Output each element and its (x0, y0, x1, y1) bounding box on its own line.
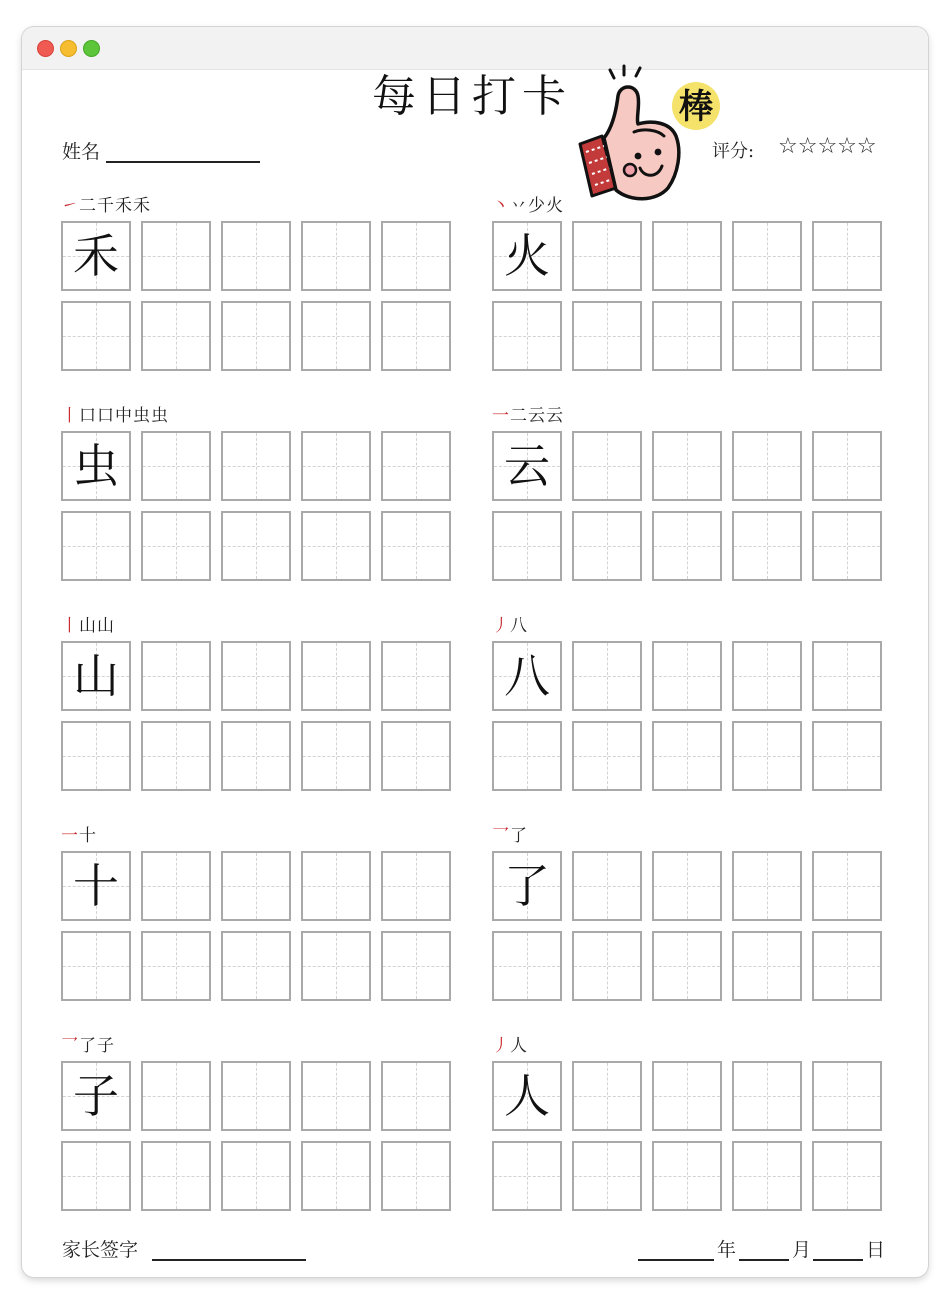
day-label: 日 (866, 1239, 886, 1261)
grid-guide-horizontal (143, 336, 209, 337)
grid-guide-horizontal (303, 256, 369, 257)
grid-guide-horizontal (574, 336, 640, 337)
stroke-step: 乛 (61, 1036, 79, 1056)
rating-stars[interactable]: ☆☆☆☆☆ (778, 134, 877, 159)
writing-cell[interactable] (652, 721, 722, 791)
grid-guide-horizontal (143, 546, 209, 547)
writing-cell[interactable] (381, 301, 451, 371)
grid-guide-horizontal (814, 546, 880, 547)
grid-guide-horizontal (814, 966, 880, 967)
model-character-cell[interactable] (61, 851, 131, 921)
grid-guide-horizontal (383, 336, 449, 337)
writing-cell[interactable] (572, 1141, 642, 1211)
grid-guide-horizontal (383, 1096, 449, 1097)
grid-guide-horizontal (734, 336, 800, 337)
grid-guide-horizontal (303, 466, 369, 467)
writing-cell[interactable] (141, 511, 211, 581)
stroke-step: 乛 (492, 826, 510, 846)
grid-guide-horizontal (383, 886, 449, 887)
grid-guide-horizontal (574, 256, 640, 257)
writing-cell[interactable] (141, 431, 211, 501)
writing-cell[interactable] (301, 931, 371, 1001)
month-label: 月 (792, 1239, 812, 1261)
stroke-step: 云 (528, 406, 546, 426)
writing-cell[interactable] (732, 931, 802, 1001)
sticker-text: 棒 (679, 87, 713, 127)
stroke-order (492, 191, 564, 216)
grid-guide-horizontal (734, 1096, 800, 1097)
model-character: 云 (504, 439, 550, 493)
grid-guide-horizontal (303, 336, 369, 337)
stroke-step: 一 (492, 406, 510, 426)
stroke-step: ㇀ (61, 196, 79, 216)
grid-guide-horizontal (383, 966, 449, 967)
writing-cell[interactable] (732, 1141, 802, 1211)
stroke-step: 二 (79, 196, 97, 216)
stroke-step: 禾 (115, 196, 133, 216)
writing-cell[interactable] (492, 301, 562, 371)
writing-cell[interactable] (301, 1061, 371, 1131)
stroke-order (61, 191, 151, 216)
stroke-order (61, 821, 97, 846)
grid-guide-horizontal (654, 1176, 720, 1177)
grid-guide-horizontal (223, 756, 289, 757)
grid-guide-horizontal (734, 256, 800, 257)
thumbs-up-sticker-icon (572, 62, 732, 207)
writing-cell[interactable] (301, 851, 371, 921)
stroke-step: 一 (61, 826, 79, 846)
grid-guide-horizontal (303, 756, 369, 757)
parent-signature-field[interactable] (152, 1259, 306, 1261)
writing-cell[interactable] (732, 721, 802, 791)
writing-cell[interactable] (572, 851, 642, 921)
day-field[interactable] (813, 1259, 863, 1261)
writing-cell[interactable] (812, 641, 882, 711)
model-character: 八 (504, 649, 550, 703)
model-character-cell[interactable] (61, 221, 131, 291)
grid-guide-horizontal (574, 676, 640, 677)
stroke-order (492, 611, 528, 636)
writing-cell[interactable] (492, 721, 562, 791)
grid-guide-horizontal (494, 756, 560, 757)
stroke-step: 少 (528, 196, 546, 216)
grid-guide-horizontal (654, 336, 720, 337)
grid-guide-horizontal (223, 966, 289, 967)
stroke-step: 虫 (151, 406, 169, 426)
writing-cell[interactable] (141, 721, 211, 791)
grid-guide-horizontal (814, 756, 880, 757)
grid-guide-horizontal (303, 966, 369, 967)
grid-guide-horizontal (654, 1096, 720, 1097)
grid-guide-horizontal (143, 886, 209, 887)
stroke-step: 虫 (133, 406, 151, 426)
grid-guide-horizontal (494, 1176, 560, 1177)
writing-cell[interactable] (381, 511, 451, 581)
writing-cell[interactable] (301, 431, 371, 501)
writing-cell[interactable] (141, 221, 211, 291)
page-title: 每日打卡 (372, 71, 572, 122)
writing-cell[interactable] (812, 301, 882, 371)
grid-guide-horizontal (383, 546, 449, 547)
grid-guide-horizontal (223, 336, 289, 337)
grid-guide-horizontal (223, 466, 289, 467)
grid-guide-horizontal (814, 676, 880, 677)
stroke-order (61, 1031, 115, 1056)
grid-guide-horizontal (223, 256, 289, 257)
stroke-step: 禾 (133, 196, 151, 216)
writing-cell[interactable] (301, 641, 371, 711)
stroke-step: 子 (97, 1036, 115, 1056)
writing-cell[interactable] (221, 1061, 291, 1131)
writing-cell[interactable] (652, 511, 722, 581)
stroke-order (492, 821, 528, 846)
grid-guide-horizontal (63, 546, 129, 547)
grid-guide-horizontal (654, 966, 720, 967)
stroke-step: 丿 (492, 1036, 510, 1056)
grid-guide-horizontal (814, 1176, 880, 1177)
grid-guide-horizontal (734, 966, 800, 967)
grid-guide-horizontal (654, 256, 720, 257)
stroke-step: 丶 (492, 196, 510, 216)
grid-guide-horizontal (574, 1096, 640, 1097)
writing-cell[interactable] (301, 721, 371, 791)
writing-cell[interactable] (301, 1141, 371, 1211)
writing-cell[interactable] (221, 511, 291, 581)
grid-guide-horizontal (383, 1176, 449, 1177)
score-label: 评分: (712, 141, 755, 162)
model-character: 火 (504, 229, 550, 283)
stroke-step: 丿 (492, 616, 510, 636)
writing-cell[interactable] (572, 931, 642, 1001)
writing-cell[interactable] (492, 931, 562, 1001)
grid-guide-horizontal (383, 466, 449, 467)
maximize-window-icon[interactable] (83, 40, 100, 57)
grid-guide-horizontal (814, 886, 880, 887)
model-character: 子 (73, 1069, 119, 1123)
grid-guide-horizontal (494, 546, 560, 547)
stroke-step: 人 (510, 1036, 528, 1056)
writing-cell[interactable] (221, 301, 291, 371)
grid-guide-horizontal (814, 466, 880, 467)
grid-guide-horizontal (734, 756, 800, 757)
grid-guide-horizontal (574, 546, 640, 547)
writing-cell[interactable] (221, 851, 291, 921)
writing-cell[interactable] (652, 431, 722, 501)
grid-guide-horizontal (143, 676, 209, 677)
model-character-cell[interactable] (61, 431, 131, 501)
writing-cell[interactable] (812, 1141, 882, 1211)
grid-guide-horizontal (383, 256, 449, 257)
grid-guide-horizontal (654, 756, 720, 757)
stroke-step: 千 (97, 196, 115, 216)
grid-guide-horizontal (574, 1176, 640, 1177)
stroke-step: 云 (546, 406, 564, 426)
grid-guide-horizontal (734, 676, 800, 677)
stroke-step: 山 (79, 616, 97, 636)
grid-guide-horizontal (143, 466, 209, 467)
writing-cell[interactable] (141, 1061, 211, 1131)
writing-cell[interactable] (301, 301, 371, 371)
writing-cell[interactable] (301, 511, 371, 581)
grid-guide-horizontal (63, 1176, 129, 1177)
stroke-step: 口 (79, 406, 97, 426)
writing-cell[interactable] (141, 931, 211, 1001)
stroke-order (492, 1031, 528, 1056)
writing-cell[interactable] (61, 1141, 131, 1211)
writing-cell[interactable] (141, 641, 211, 711)
grid-guide-horizontal (654, 676, 720, 677)
model-character: 山 (73, 649, 119, 703)
writing-cell[interactable] (221, 931, 291, 1001)
writing-cell[interactable] (812, 511, 882, 581)
grid-guide-horizontal (223, 1176, 289, 1177)
grid-guide-horizontal (143, 756, 209, 757)
writing-cell[interactable] (732, 851, 802, 921)
grid-guide-horizontal (223, 546, 289, 547)
grid-guide-horizontal (63, 756, 129, 757)
grid-guide-horizontal (303, 546, 369, 547)
grid-guide-horizontal (574, 756, 640, 757)
grid-guide-horizontal (303, 886, 369, 887)
grid-guide-horizontal (223, 676, 289, 677)
stroke-order (492, 401, 564, 426)
grid-guide-horizontal (654, 546, 720, 547)
writing-cell[interactable] (732, 1061, 802, 1131)
grid-guide-horizontal (383, 756, 449, 757)
grid-guide-horizontal (63, 336, 129, 337)
grid-guide-horizontal (303, 1096, 369, 1097)
grid-guide-horizontal (574, 886, 640, 887)
writing-cell[interactable] (492, 511, 562, 581)
writing-cell[interactable] (221, 721, 291, 791)
model-character: 十 (73, 859, 119, 913)
writing-cell[interactable] (381, 851, 451, 921)
writing-cell[interactable] (61, 511, 131, 581)
writing-cell[interactable] (381, 1061, 451, 1131)
grid-guide-horizontal (143, 966, 209, 967)
stroke-step: 丷 (510, 196, 528, 216)
parent-signature-label: 家长签字 (62, 1239, 139, 1261)
writing-cell[interactable] (732, 431, 802, 501)
grid-guide-horizontal (654, 886, 720, 887)
stroke-step: 十 (79, 826, 97, 846)
writing-cell[interactable] (812, 1061, 882, 1131)
stroke-step: 二 (510, 406, 528, 426)
writing-cell[interactable] (572, 431, 642, 501)
writing-cell[interactable] (732, 641, 802, 711)
stroke-step: 了 (510, 826, 528, 846)
writing-cell[interactable] (812, 431, 882, 501)
model-character-cell[interactable] (492, 851, 562, 921)
writing-cell[interactable] (301, 221, 371, 291)
month-field[interactable] (739, 1259, 789, 1261)
name-label: 姓名 (62, 141, 101, 163)
model-character: 虫 (73, 439, 119, 493)
year-label: 年 (717, 1239, 737, 1261)
writing-cell[interactable] (141, 851, 211, 921)
stroke-step: 了 (79, 1036, 97, 1056)
grid-guide-horizontal (574, 466, 640, 467)
writing-cell[interactable] (572, 721, 642, 791)
writing-cell[interactable] (652, 221, 722, 291)
grid-guide-horizontal (63, 966, 129, 967)
model-character: 禾 (73, 229, 119, 283)
writing-cell[interactable] (381, 721, 451, 791)
writing-cell[interactable] (572, 1061, 642, 1131)
grid-guide-horizontal (574, 966, 640, 967)
writing-cell[interactable] (221, 431, 291, 501)
writing-cell[interactable] (381, 931, 451, 1001)
writing-cell[interactable] (381, 641, 451, 711)
writing-cell[interactable] (812, 721, 882, 791)
year-field[interactable] (638, 1259, 714, 1261)
writing-cell[interactable] (572, 301, 642, 371)
grid-guide-horizontal (494, 336, 560, 337)
model-character-cell[interactable] (492, 431, 562, 501)
model-character-cell[interactable] (61, 641, 131, 711)
stroke-step: 火 (546, 196, 564, 216)
grid-guide-horizontal (303, 676, 369, 677)
stroke-step: 八 (510, 616, 528, 636)
grid-guide-horizontal (734, 886, 800, 887)
model-character: 人 (504, 1069, 550, 1123)
writing-cell[interactable] (652, 301, 722, 371)
grid-guide-horizontal (223, 1096, 289, 1097)
stroke-step: 口 (97, 406, 115, 426)
writing-cell[interactable] (61, 931, 131, 1001)
writing-cell[interactable] (141, 1141, 211, 1211)
writing-cell[interactable] (381, 221, 451, 291)
grid-guide-horizontal (303, 1176, 369, 1177)
writing-cell[interactable] (141, 301, 211, 371)
grid-guide-horizontal (143, 1176, 209, 1177)
grid-guide-horizontal (814, 336, 880, 337)
grid-guide-horizontal (223, 886, 289, 887)
grid-guide-horizontal (143, 256, 209, 257)
stroke-step: 山 (97, 616, 115, 636)
grid-guide-horizontal (383, 676, 449, 677)
writing-cell[interactable] (572, 641, 642, 711)
grid-guide-horizontal (494, 966, 560, 967)
model-character-cell[interactable] (492, 1061, 562, 1131)
writing-cell[interactable] (61, 301, 131, 371)
writing-cell[interactable] (812, 851, 882, 921)
writing-cell[interactable] (572, 221, 642, 291)
writing-cell[interactable] (812, 221, 882, 291)
writing-cell[interactable] (221, 221, 291, 291)
name-field-line[interactable] (106, 161, 260, 163)
stroke-step: 丨 (61, 616, 79, 636)
writing-cell[interactable] (492, 1141, 562, 1211)
stroke-step: 丨 (61, 406, 79, 426)
model-character-cell[interactable] (492, 641, 562, 711)
grid-guide-horizontal (814, 256, 880, 257)
writing-cell[interactable] (652, 641, 722, 711)
writing-cell[interactable] (732, 221, 802, 291)
grid-guide-horizontal (734, 546, 800, 547)
writing-cell[interactable] (732, 301, 802, 371)
stroke-order (61, 611, 115, 636)
writing-cell[interactable] (652, 1061, 722, 1131)
writing-cell[interactable] (381, 1141, 451, 1211)
writing-cell[interactable] (221, 1141, 291, 1211)
writing-cell[interactable] (652, 1141, 722, 1211)
grid-guide-horizontal (734, 1176, 800, 1177)
writing-cell[interactable] (652, 851, 722, 921)
writing-cell[interactable] (381, 431, 451, 501)
grid-guide-horizontal (143, 1096, 209, 1097)
model-character-cell[interactable] (492, 221, 562, 291)
writing-cell[interactable] (812, 931, 882, 1001)
stroke-order (61, 401, 169, 426)
writing-cell[interactable] (732, 511, 802, 581)
writing-cell[interactable] (61, 721, 131, 791)
grid-guide-horizontal (814, 1096, 880, 1097)
model-character: 了 (504, 859, 550, 913)
grid-guide-horizontal (654, 466, 720, 467)
minimize-window-icon[interactable] (60, 40, 77, 57)
stroke-step: 中 (115, 406, 133, 426)
model-character-cell[interactable] (61, 1061, 131, 1131)
writing-cell[interactable] (221, 641, 291, 711)
grid-guide-horizontal (734, 466, 800, 467)
writing-cell[interactable] (572, 511, 642, 581)
writing-cell[interactable] (652, 931, 722, 1001)
close-window-icon[interactable] (37, 40, 54, 57)
